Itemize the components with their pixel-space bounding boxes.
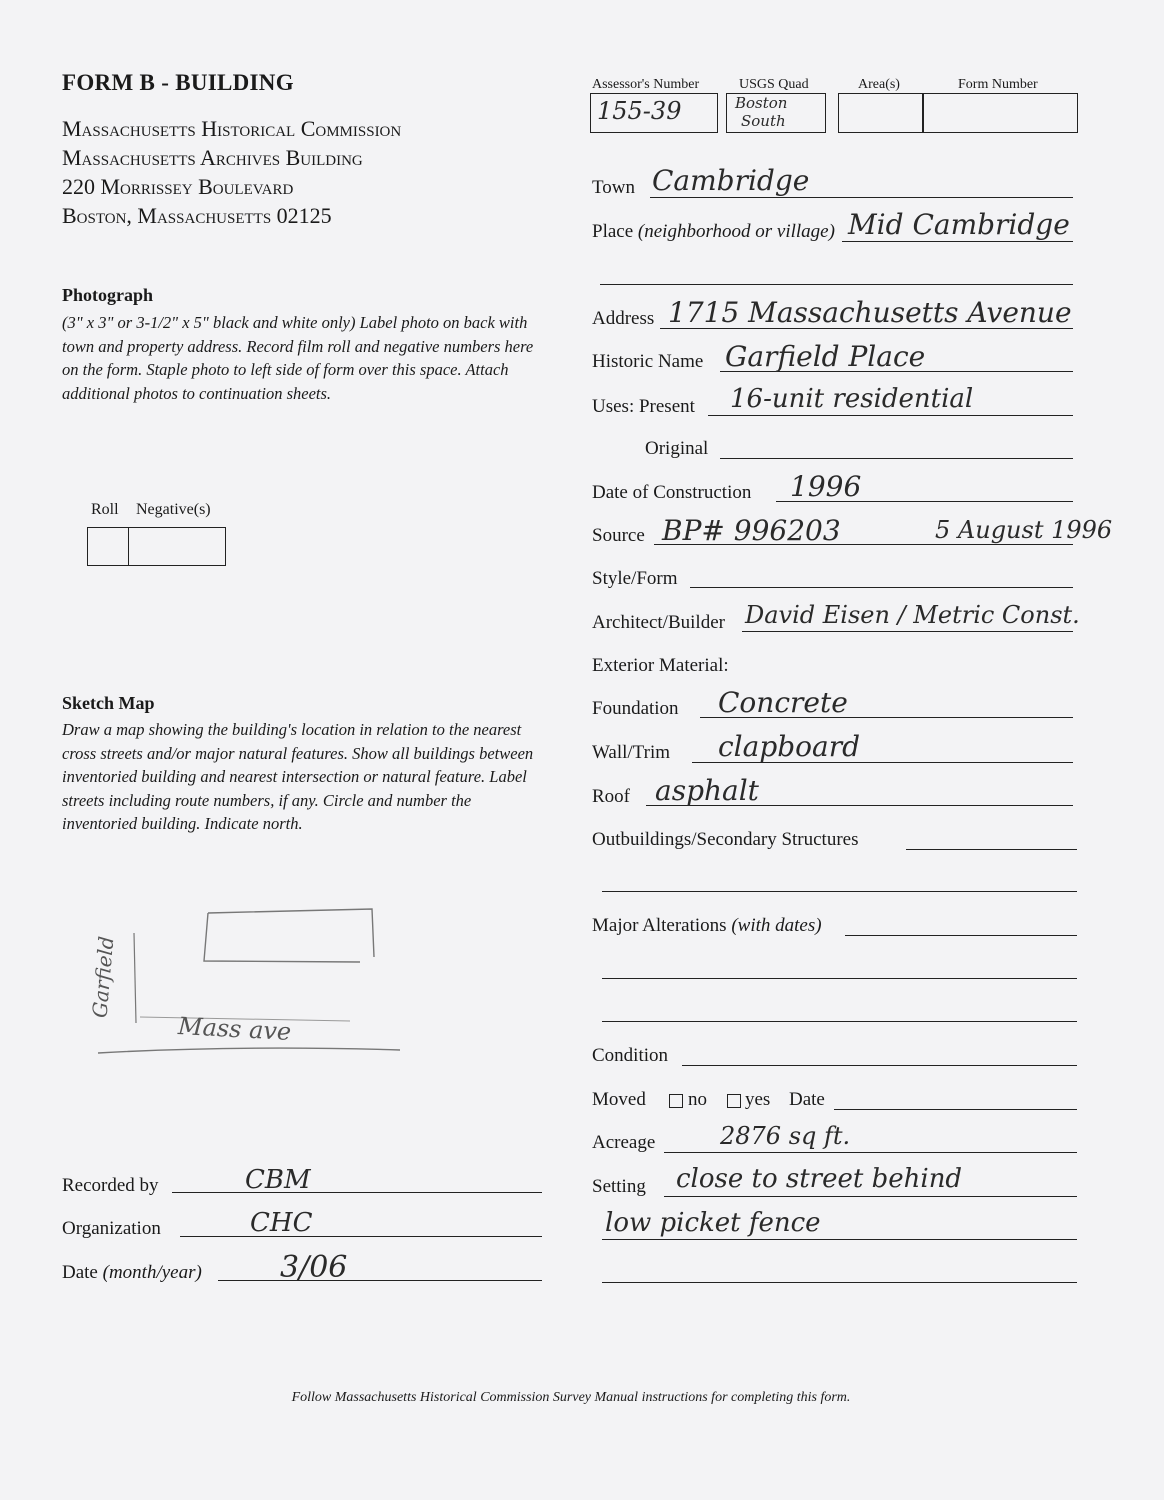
foundation-value: Concrete [718, 686, 848, 719]
outbuildings-line[interactable] [906, 849, 1077, 850]
photograph-heading: Photograph [62, 285, 154, 305]
agency-address-2: Boston, Massachusetts 02125 [62, 203, 332, 228]
setting-line-3[interactable] [602, 1282, 1077, 1283]
building-sketch [204, 909, 374, 962]
place-value: Mid Cambridge [848, 208, 1070, 241]
place-label-text: Place [592, 221, 634, 242]
exterior-material-label: Exterior Material: [592, 655, 729, 676]
major-alterations-label [592, 915, 822, 937]
date-label-hint: (month/year) [102, 1262, 202, 1283]
moved-no-checkbox[interactable] [669, 1094, 683, 1108]
major-alterations-line-3[interactable] [602, 1021, 1077, 1022]
source-label: Source [592, 525, 645, 546]
town-value: Cambridge [652, 164, 810, 197]
architect-line[interactable] [742, 631, 1073, 632]
usgs-quad-value-line2: South [741, 112, 786, 130]
agency-line-1: Massachusetts Historical Commission [62, 116, 402, 141]
outbuildings-label: Outbuildings/Secondary Structures [592, 829, 859, 850]
uses-present-label: Uses: Present [592, 396, 695, 417]
date-construction-label: Date of Construction [592, 482, 752, 503]
place-line[interactable] [842, 241, 1073, 242]
major-alterations-line-2[interactable] [602, 978, 1077, 979]
date-line[interactable] [218, 1280, 542, 1281]
date-label-text: Date [62, 1262, 98, 1283]
place-line-2[interactable] [600, 284, 1073, 285]
moved-label: Moved [592, 1089, 646, 1110]
agency-line-2: Massachusetts Archives Building [62, 145, 363, 170]
recorded-by-line[interactable] [172, 1192, 542, 1193]
assessor-number-label: Assessor's Number [592, 77, 700, 92]
town-label: Town [592, 177, 636, 198]
town-line[interactable] [650, 197, 1073, 198]
recorded-by-value: CBM [245, 1165, 311, 1195]
source-value: BP# 996203 [662, 514, 841, 547]
major-alterations-line[interactable] [845, 935, 1077, 936]
moved-no-label: no [688, 1089, 707, 1110]
form-number-box[interactable] [922, 93, 1078, 133]
usgs-quad-label: USGS Quad [739, 77, 809, 92]
agency-address-1: 220 Morrissey Boulevard [62, 174, 294, 199]
historic-name-label: Historic Name [592, 351, 704, 372]
areas-label: Area(s) [858, 77, 900, 92]
major-alterations-label-text: Major Alterations [592, 915, 727, 936]
setting-line[interactable] [664, 1196, 1077, 1197]
date-construction-value: 1996 [790, 470, 862, 503]
sketch-street-mass-ave: Mass ave [177, 1012, 292, 1046]
wall-trim-label: Wall/Trim [592, 742, 671, 763]
acreage-label: Acreage [592, 1132, 656, 1153]
style-form-label: Style/Form [592, 568, 678, 589]
roof-label: Roof [592, 786, 630, 807]
form-title: FORM B - BUILDING [62, 70, 294, 95]
original-line[interactable] [720, 458, 1073, 459]
recorded-by-label: Recorded by [62, 1175, 159, 1196]
sketch-street-garfield: Garfield [87, 935, 119, 1019]
photograph-instructions: (3" x 3" or 3-1/2" x 5" black and white only) Label photo on back with town and property address. Record film roll and negative numbers here on the form. Staple photo to left side of form over this space. Attach additional photos to continuation sheets. [62, 313, 534, 403]
sketch-map-heading: Sketch Map [62, 693, 155, 713]
style-form-line[interactable] [690, 587, 1073, 588]
roll-box[interactable] [87, 527, 129, 566]
roll-label: Roll [91, 501, 119, 518]
major-alterations-hint: (with dates) [731, 915, 822, 936]
setting-value-1: close to street behind [676, 1164, 963, 1194]
architect-value: David Eisen / Metric Const. [745, 601, 1080, 629]
setting-value-2: low picket fence [605, 1208, 821, 1238]
roof-value: asphalt [655, 774, 759, 807]
original-label: Original [645, 438, 709, 459]
historic-name-value: Garfield Place [725, 340, 926, 373]
usgs-quad-box[interactable] [726, 93, 826, 133]
negative-box[interactable] [127, 527, 226, 566]
source-date-value: 5 August 1996 [935, 516, 1113, 544]
address-label: Address [592, 308, 655, 329]
date-value: 3/06 [280, 1250, 348, 1285]
usgs-quad-value-line1: Boston [735, 94, 788, 112]
condition-label: Condition [592, 1045, 669, 1066]
assessor-number-value: 155-39 [597, 97, 682, 125]
moved-date-line[interactable] [834, 1109, 1077, 1110]
assessor-number-box[interactable] [590, 93, 718, 133]
negative-label: Negative(s) [136, 501, 211, 518]
sketch-map-instructions: Draw a map showing the building's location in relation to the nearest cross streets and/or major natural features. Show all buildings between inventoried building and nearest intersection or natural feature. Label streets including route numbers, if any. Circle and number the inventoried building. Indicate north. [62, 720, 534, 833]
wall-trim-value: clapboard [718, 730, 861, 763]
date-label [62, 1262, 202, 1284]
moved-yes-checkbox[interactable] [727, 1094, 741, 1108]
architect-label: Architect/Builder [592, 612, 725, 633]
acreage-line[interactable] [664, 1152, 1077, 1153]
organization-value: CHC [250, 1208, 313, 1238]
acreage-value: 2876 sq ft. [720, 1122, 851, 1150]
areas-box[interactable] [838, 93, 924, 133]
setting-label: Setting [592, 1176, 646, 1197]
footer-instructions: Follow Massachusetts Historical Commission Survey Manual instructions for completing this form. [291, 1390, 851, 1405]
place-label [592, 221, 835, 243]
organization-line[interactable] [180, 1236, 542, 1237]
address-value: 1715 Massachusetts Avenue [668, 296, 1072, 329]
mass-ave-street-line [98, 1048, 400, 1053]
organization-label: Organization [62, 1218, 161, 1239]
condition-line[interactable] [682, 1065, 1077, 1066]
foundation-label: Foundation [592, 698, 679, 719]
garfield-street-line [134, 933, 136, 1023]
form-number-label: Form Number [958, 77, 1038, 92]
moved-yes-label: yes [745, 1089, 771, 1110]
setting-line-2[interactable] [602, 1239, 1077, 1240]
uses-present-value: 16-unit residential [730, 384, 974, 414]
place-label-hint: (neighborhood or village) [637, 221, 835, 242]
moved-date-label: Date [789, 1089, 825, 1110]
outbuildings-line-2[interactable] [602, 891, 1077, 892]
uses-present-line[interactable] [708, 415, 1073, 416]
